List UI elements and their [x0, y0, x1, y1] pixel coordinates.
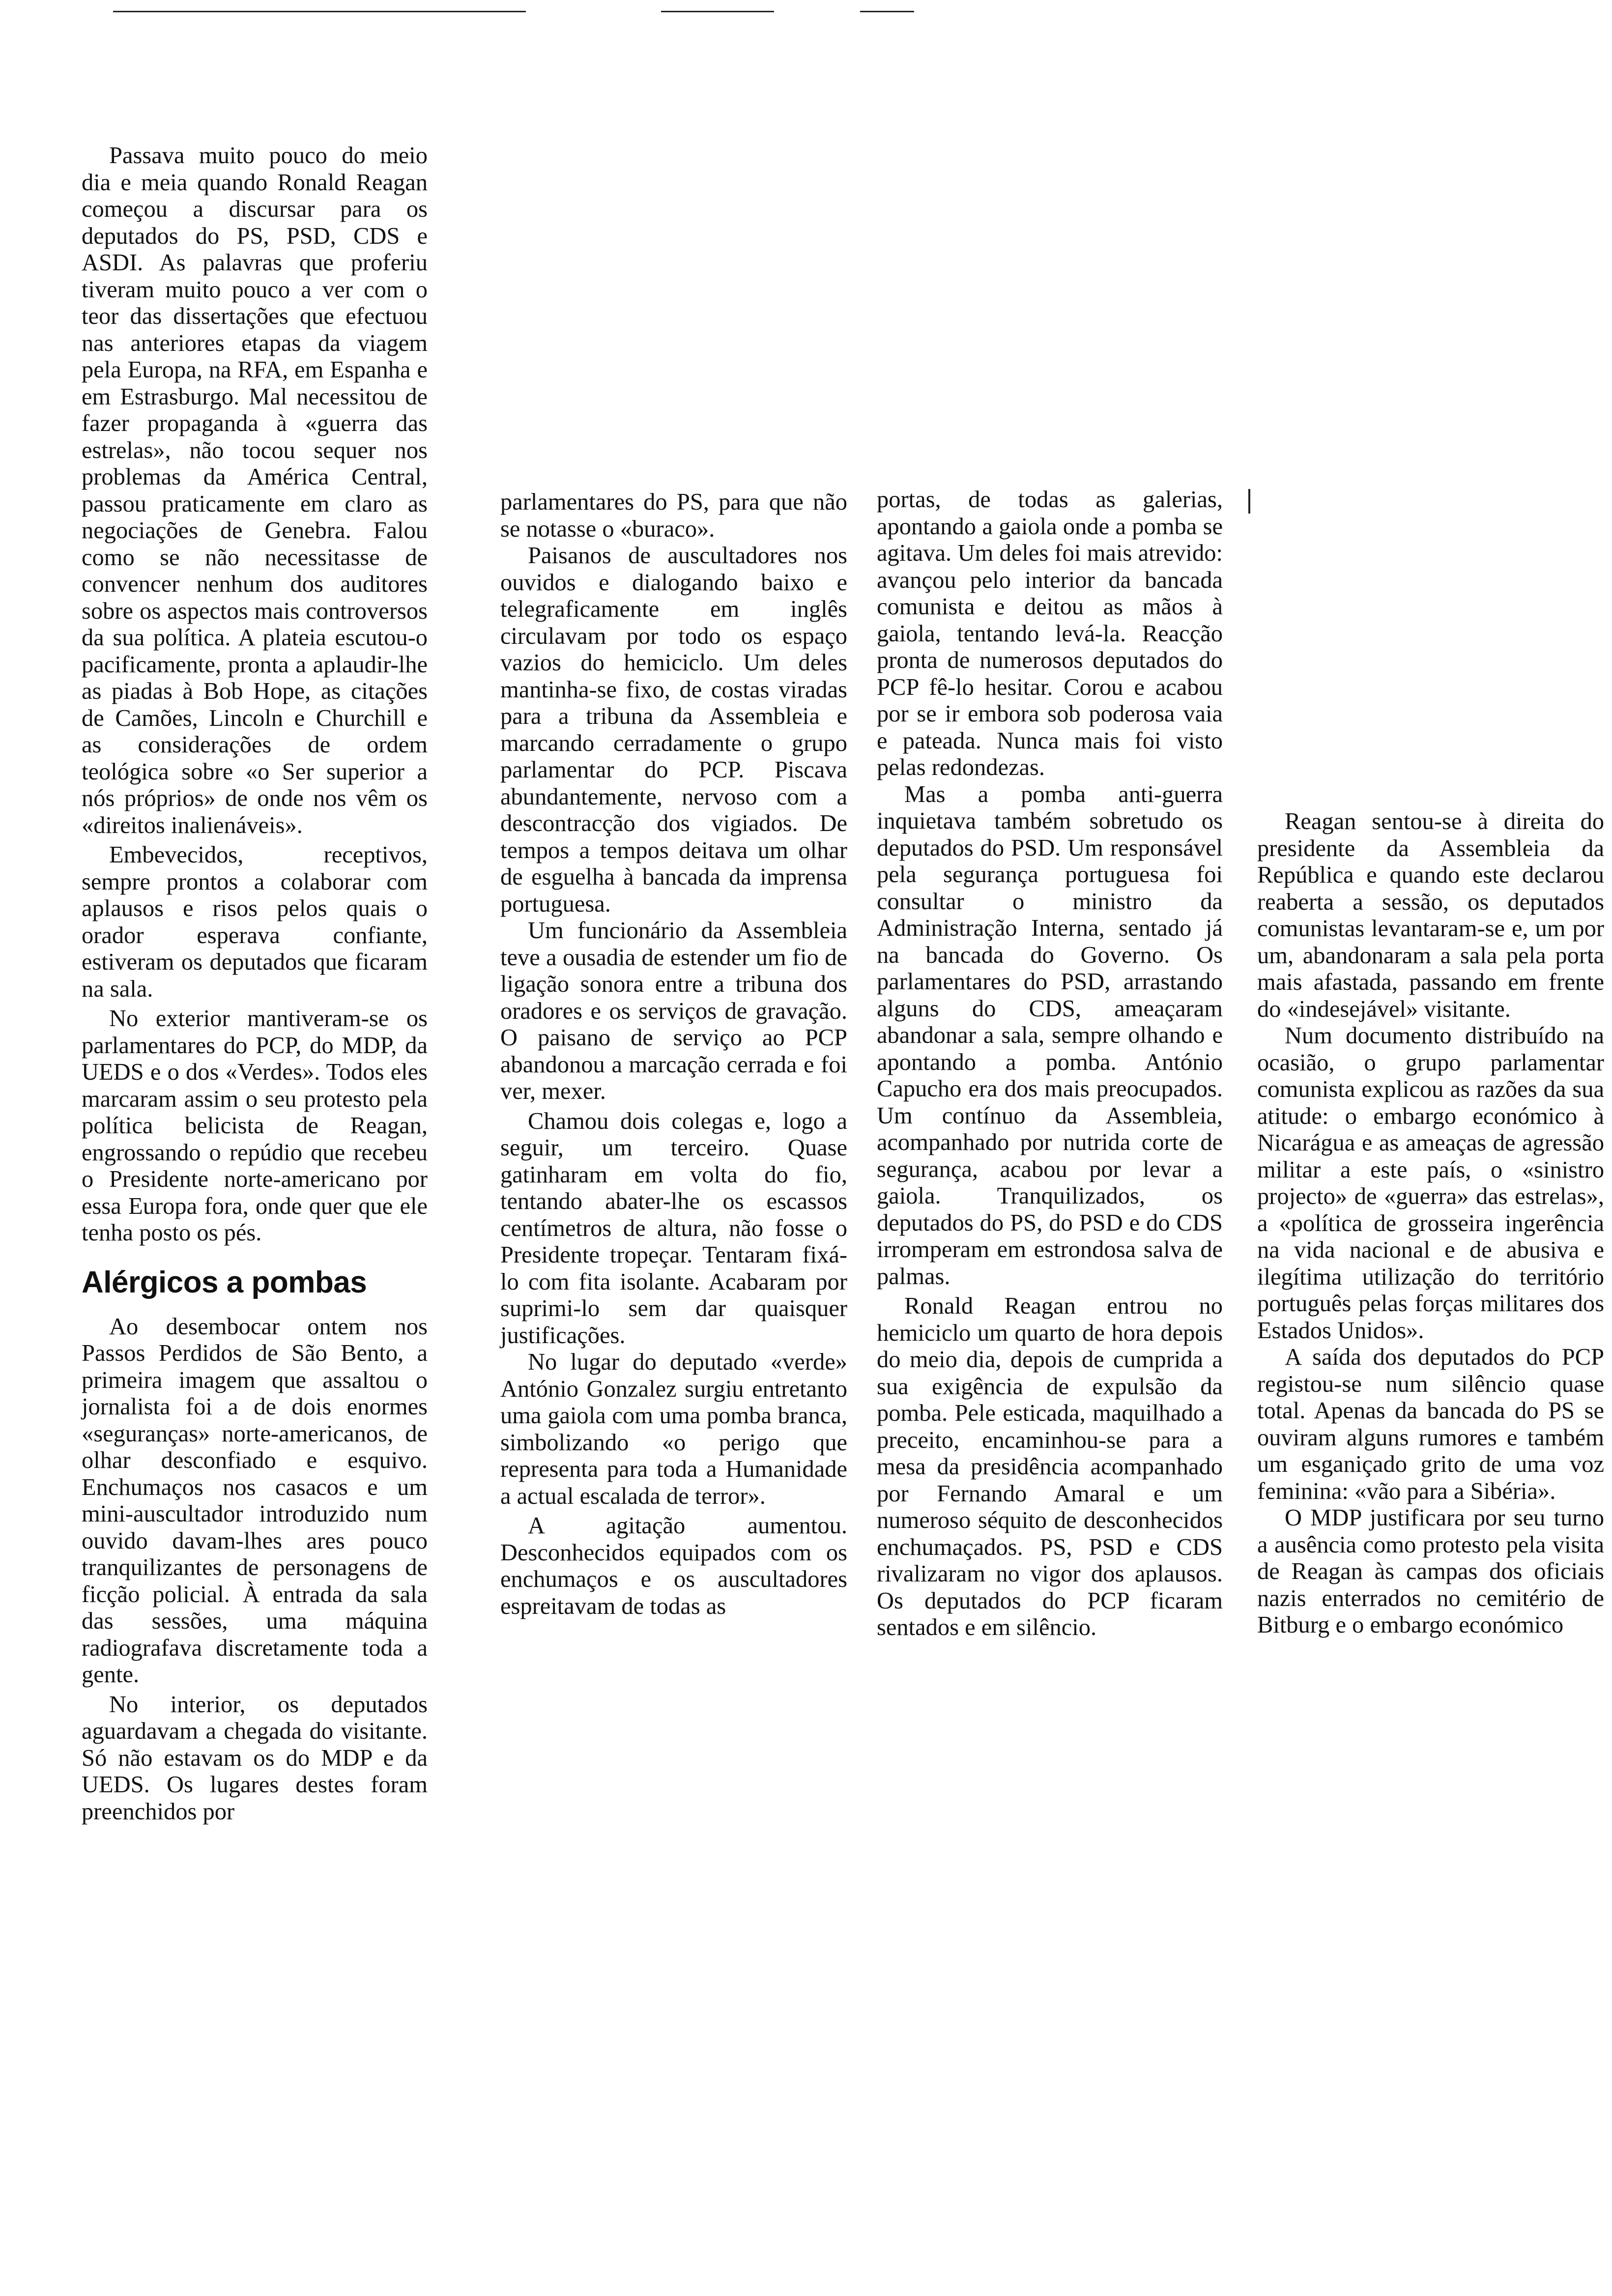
- paragraph: Reagan sentou-se à direita do presidente da Assembleia da República e quando este declarou reaberta a sessão, os deputados comunistas levantaram-se e, um por um, abandonaram a sala pela porta mais afastada, passando em frente do «indesejável» visitante.: [1257, 808, 1604, 1022]
- paragraph: Embevecidos, receptivos, sempre prontos a colaborar com aplausos e risos pelos quais o orador esperava confiante, estiveram os deputados que ficaram na sala.: [82, 842, 428, 1002]
- article-column-4: [1257, 808, 1604, 1639]
- paragraph: No lugar do deputado «verde» António Gonzalez surgiu entretanto uma gaiola com uma pomba branca, simbolizando «o perigo que representa para toda a Humanidade a actual escalada de terror».: [500, 1349, 847, 1509]
- paragraph: portas, de todas as galerias, apontando a gaiola onde a pomba se agitava. Um deles foi mais atrevido: avançou pelo interior da bancada comunista e deitou as mãos à gaiola, tentando levá-la. Reacção pronta de numerosos deputados do PCP fê-lo hesitar. Corou e acabou por se ir embora sob poderosa vaia e pateada. Nunca mais foi visto pelas redondezas.: [877, 487, 1223, 780]
- article-column-1: [82, 143, 428, 1825]
- paragraph: O MDP justificara por seu turno a ausência como protesto pela visita de Reagan às campas dos oficiais nazis enterrados no cemitério de Bitburg e o embargo económico: [1257, 1505, 1604, 1638]
- top-rule-right: [860, 11, 914, 12]
- paragraph: Chamou dois colegas e, logo a seguir, um terceiro. Quase gatinharam em volta do fio, tentando abater-lhe os escassos centímetros de altura, não fosse o Presidente tropeçar. Tentaram fixá-lo com fita isolante. Acabaram por suprimi-lo sem dar quaisquer justificações.: [500, 1108, 847, 1349]
- article-column-3: [877, 487, 1223, 1641]
- column-marker: [1248, 489, 1250, 514]
- paragraph: No interior, os deputados aguardavam a chegada do visitante. Só não estavam os do MDP e da UEDS. Os lugares destes foram preenchidos por: [82, 1691, 428, 1825]
- paragraph: A agitação aumentou. Desconhecidos equipados com os enchumaços e os auscultadores espreitavam de todas as: [500, 1513, 847, 1619]
- paragraph: Ronald Reagan entrou no hemiciclo um quarto de hora depois do meio dia, depois de cumprida a sua exigência de expulsão da pomba. Pele esticada, maquilhado a preceito, encaminhou-se para a mesa da presidência acompanhado por Fernando Amaral e um numeroso séquito de desconhecidos enchumaçados. PS, PSD e CDS rivalizaram no vigor dos aplausos. Os deputados do PCP ficaram sentados e em silêncio.: [877, 1293, 1223, 1640]
- paragraph: No exterior mantiveram-se os parlamentares do PCP, do MDP, da UEDS e o dos «Verdes». Todos eles marcaram assim o seu protesto pela política belicista de Reagan, engrossando o repúdio que recebeu o Presidente norte-americano por essa Europa fora, onde quer que ele tenha posto os pés.: [82, 1005, 428, 1246]
- paragraph: Passava muito pouco do meio dia e meia quando Ronald Reagan começou a discursar para os deputados do PS, PSD, CDS e ASDI. As palavras que proferiu tiveram muito pouco a ver com o teor das dissertações que efectuou nas anteriores etapas da viagem pela Europa, na RFA, em Espanha e em Estrasburgo. Mal necessitou de fazer propaganda à «guerra das estrelas», não tocou sequer nos problemas da América Central, passou praticamente em claro as negociações de Genebra. Falou como se não necessitasse de convencer nenhum dos auditores sobre os aspectos mais controversos da sua política. A plateia escutou-o pacificamente, pronta a aplaudir-lhe as piadas à Bob Hope, as citações de Camões, Lincoln e Churchill e as considerações de ordem teológica sobre «o Ser superior a nós próprios» de onde nos vêm os «direitos inalienáveis».: [82, 143, 428, 838]
- paragraph: Mas a pomba anti-guerra inquietava também sobretudo os deputados do PSD. Um responsável pela segurança portuguesa foi consultar o ministro da Administração Interna, sentado já na bancada do Governo. Os parlamentares do PSD, arrastando alguns do CDS, ameaçaram abandonar a sala, sempre olhando e apontando a pomba. António Capucho era dos mais preocupados. Um contínuo da Assembleia, acompanhado por nutrida corte de segurança, acabou por levar a gaiola. Tranquilizados, os deputados do PS, do PSD e do CDS irromperam em estrondosa salva de palmas.: [877, 781, 1223, 1290]
- paragraph: Um funcionário da Assembleia teve a ousadia de estender um fio de ligação sonora entre a tribuna dos oradores e os serviços de gravação. O paisano de serviço ao PCP abandonou a marcação cerrada e foi ver, mexer.: [500, 918, 847, 1104]
- section-heading: Alérgicos a pombas: [82, 1265, 367, 1299]
- paragraph: A saída dos deputados do PCP registou-se num silêncio quase total. Apenas da bancada do PS se ouviram alguns rumores e também um esganiçado grito de uma voz feminina: «vão para a Sibéria».: [1257, 1344, 1604, 1504]
- paragraph: Ao desembocar ontem nos Passos Perdidos de São Bento, a primeira imagem que assaltou o jornalista foi a de dois enormes «seguranças» norte-americanos, de olhar desconfiado e esquivo. Enchumaços nos casacos e um mini-auscultador introduzido num ouvido davam-lhes ares pouco tranquilizantes de personagens de ficção policial. À entrada da sala das sessões, uma máquina radiografava discretamente toda a gente.: [82, 1313, 428, 1688]
- top-rule-middle: [661, 11, 774, 12]
- paragraph: Num documento distribuído na ocasião, o grupo parlamentar comunista explicou as razões da sua atitude: o embargo económico à Nicarágua e as ameaças de agressão militar a este país, o «sinistro projecto» de «guerra» das estrelas», a «política de grosseira ingerência na vida nacional e de abusiva e ilegítima utilização do território português pelas forças militares dos Estados Unidos».: [1257, 1023, 1604, 1344]
- paragraph: Paisanos de auscultadores nos ouvidos e dialogando baixo e telegraficamente em inglês circulavam por todo os espaço vazios do hemiciclo. Um deles mantinha-se fixo, de costas viradas para a tribuna da Assembleia e marcando cerradamente o grupo parlamentar do PCP. Piscava abundantemente, nervoso com a descontracção dos vigiados. De tempos a tempos deitava um olhar de esguelha à bancada da imprensa portuguesa.: [500, 543, 847, 917]
- article-column-2: [500, 489, 847, 1620]
- paragraph: parlamentares do PS, para que não se notasse o «buraco».: [500, 489, 847, 542]
- top-rule-left: [113, 11, 526, 12]
